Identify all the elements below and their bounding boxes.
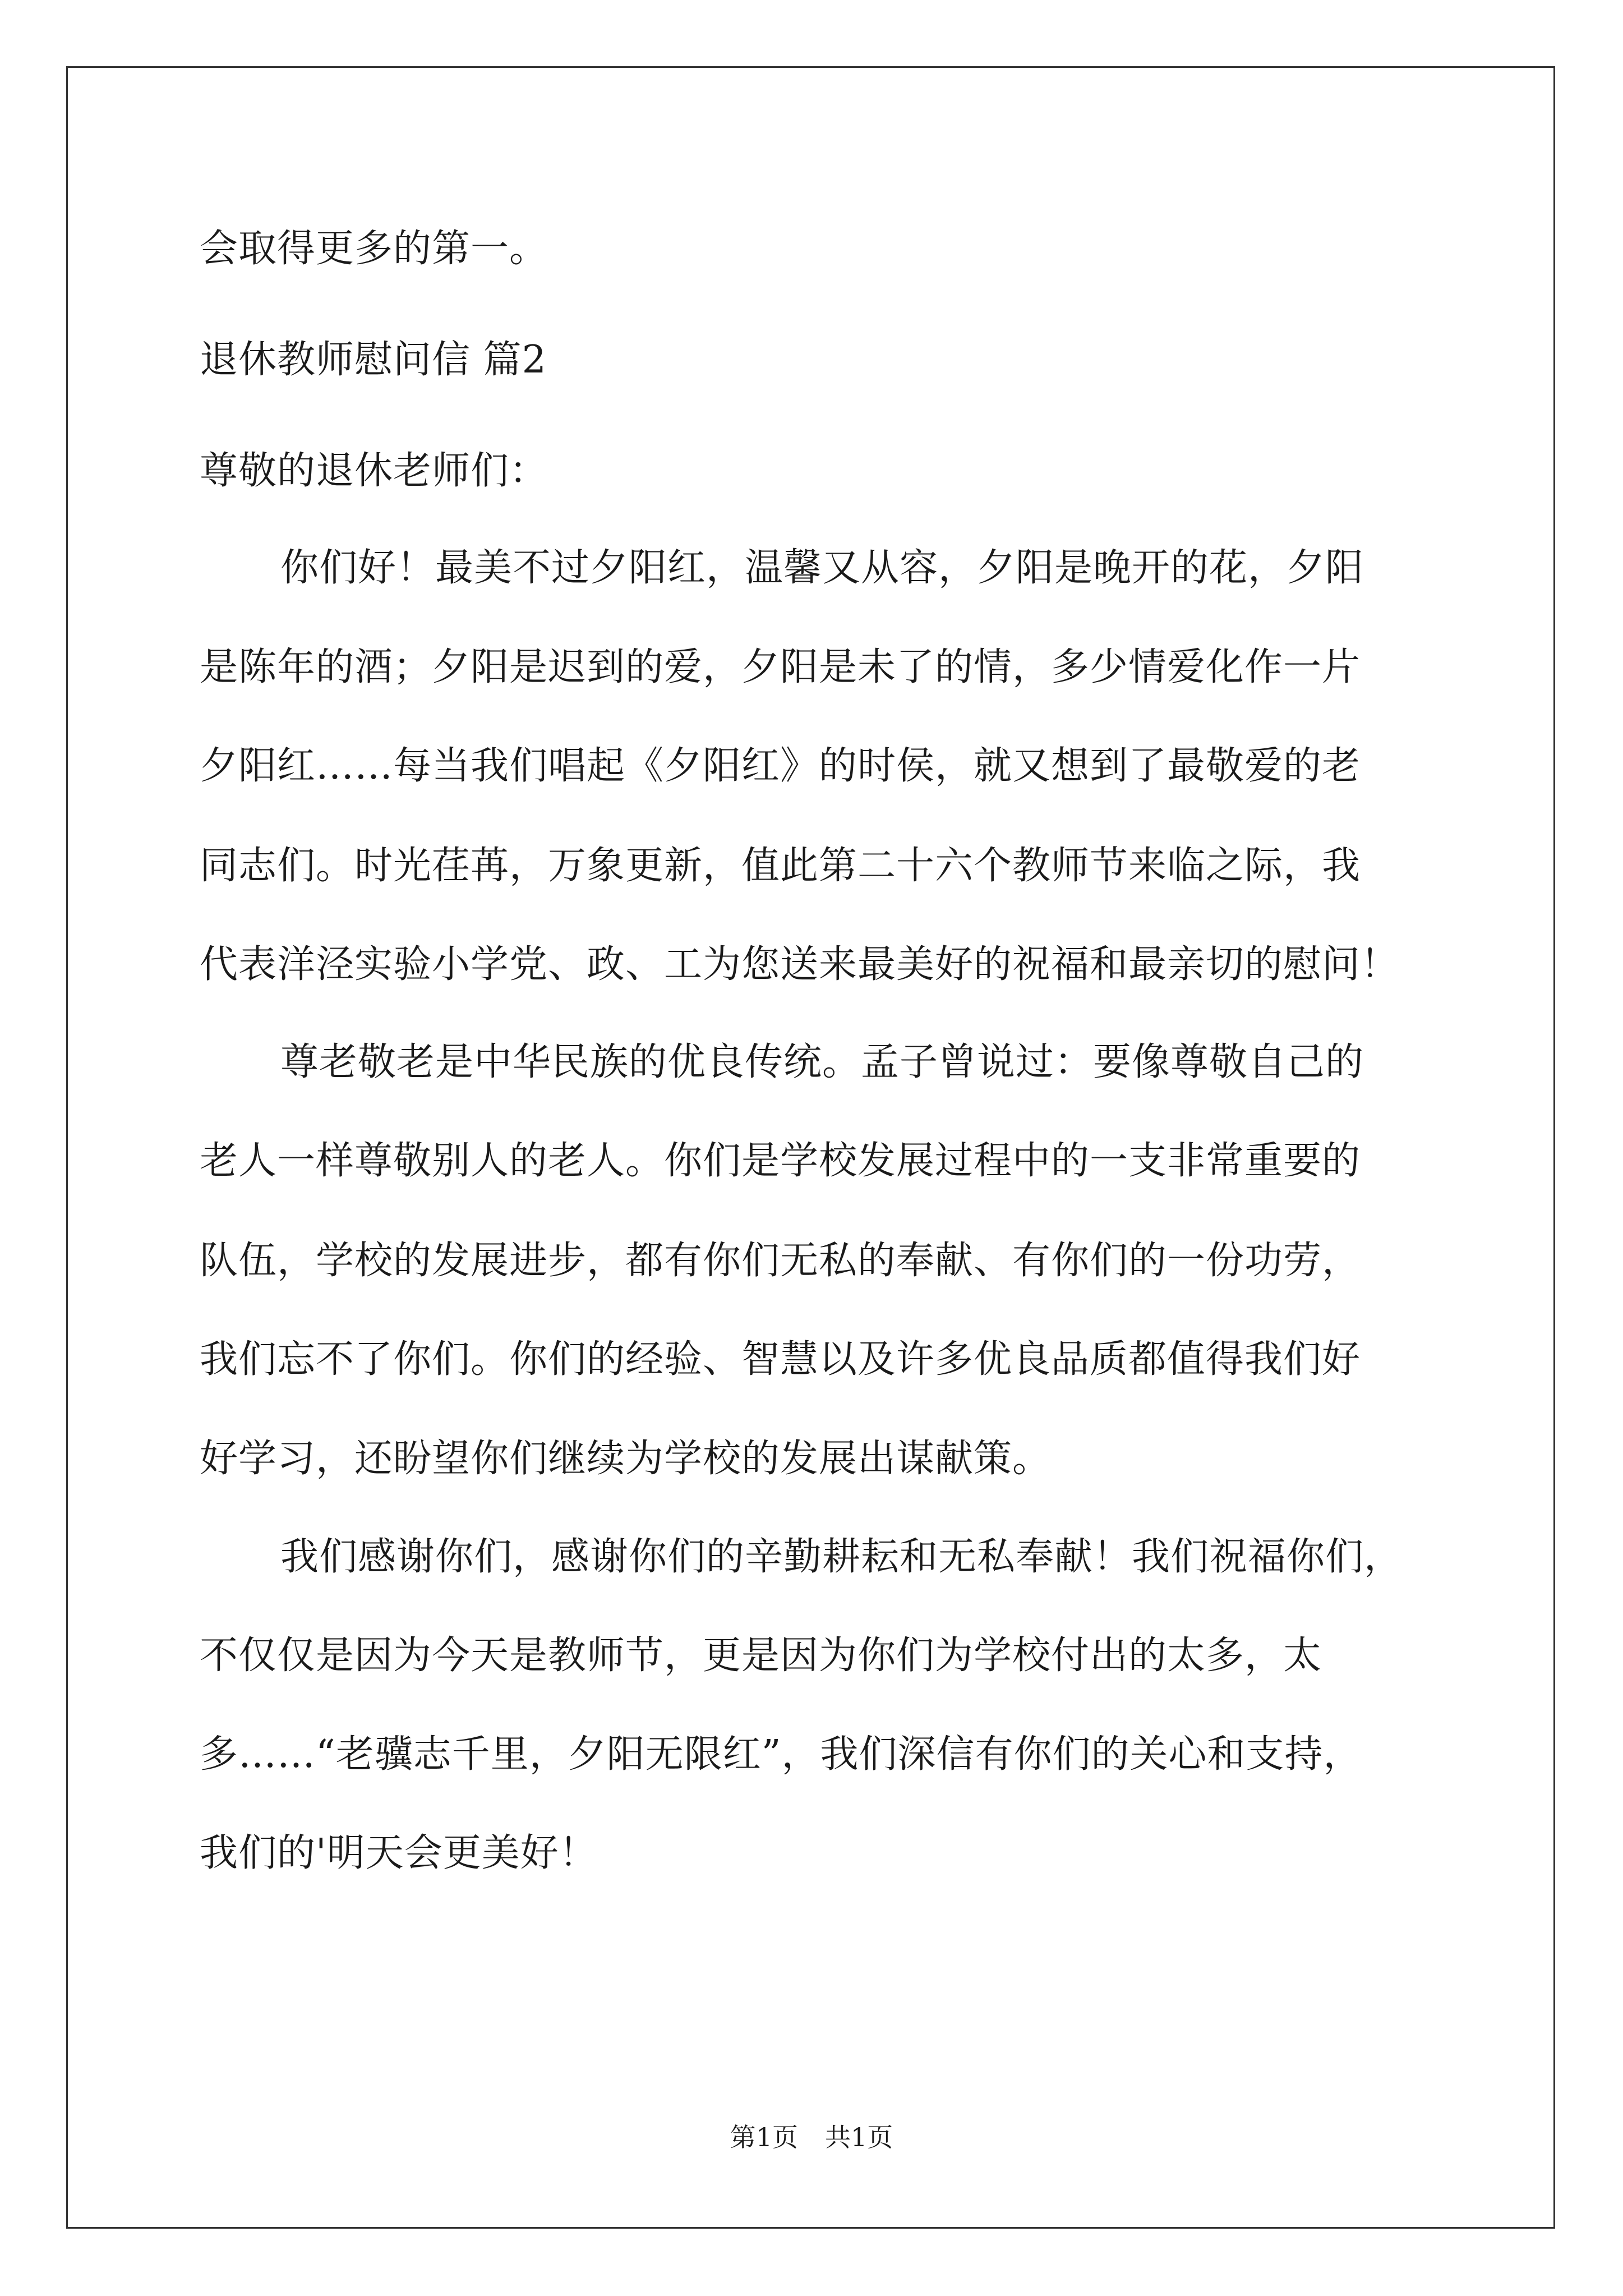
paragraph-3-line: 我们的'明天会更美好！	[200, 1831, 598, 1875]
paragraph-1-line: 同志们。时光荏苒，万象更新，值此第二十六个教师节来临之际，我	[200, 844, 1361, 888]
paragraph-2-line: 好学习，还盼望你们继续为学校的发展出谋献策。	[200, 1437, 1052, 1481]
paragraph-3-line: 我们感谢你们，感谢你们的辛勤耕耘和无私奉献！我们祝福你们，	[280, 1535, 1403, 1579]
paragraph-2-line: 老人一样尊敬别人的老人。你们是学校发展过程中的一支非常重要的	[200, 1139, 1361, 1183]
section-heading: 退休教师慰问信 篇2	[200, 338, 547, 382]
page-number-current: 第1页	[730, 2122, 798, 2152]
paragraph-3-line: 不仅仅是因为今天是教师节，更是因为你们为学校付出的太多，太	[200, 1634, 1322, 1678]
paragraph-2-line: 尊老敬老是中华民族的优良传统。孟子曾说过：要像尊敬自己的	[280, 1040, 1364, 1084]
paragraph-3-line: 多……“老骥志千里，夕阳无限红”，我们深信有你们的关心和支持，	[200, 1732, 1362, 1777]
paragraph-2-line: 队伍，学校的发展进步，都有你们无私的奉献、有你们的一份功劳，	[200, 1239, 1361, 1283]
paragraph-1-line: 你们好！最美不过夕阳红，温馨又从容，夕阳是晚开的花，夕阳	[280, 546, 1364, 590]
text-line: 会取得更多的第一。	[200, 227, 548, 271]
paragraph-1-line: 代表洋泾实验小学党、政、工为您送来最美好的祝福和最亲切的慰问！	[200, 942, 1400, 987]
paragraph-2-line: 我们忘不了你们。你们的经验、智慧以及许多优良品质都值得我们好	[200, 1337, 1361, 1382]
paragraph-1-line: 是陈年的酒；夕阳是迟到的爱，夕阳是未了的情，多少情爱化作一片	[200, 645, 1361, 689]
page-number-total: 共1页	[825, 2122, 893, 2152]
page-footer	[0, 2120, 1623, 2154]
salutation: 尊敬的退休老师们：	[200, 449, 548, 493]
paragraph-1-line: 夕阳红……每当我们唱起《夕阳红》的时侯，就又想到了最敬爱的老	[200, 744, 1361, 788]
